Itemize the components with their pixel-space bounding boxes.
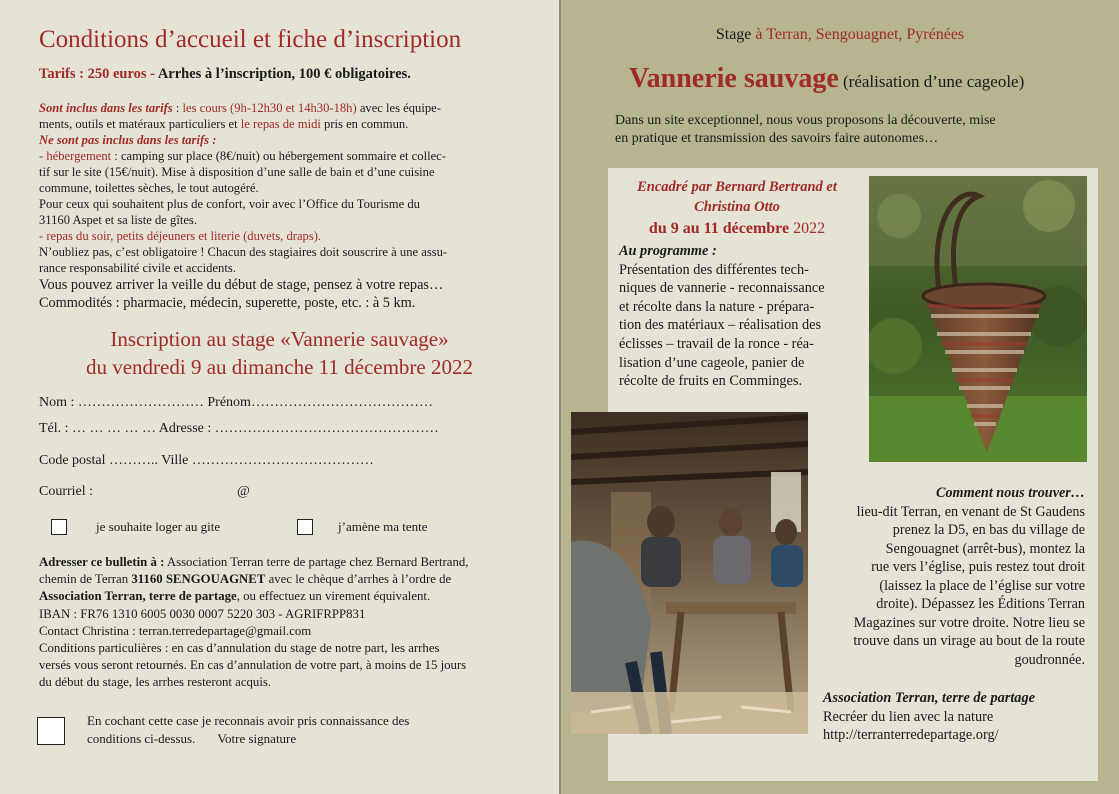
- iban-line: IBAN : FR76 1310 6005 0030 0007 5220 303 - AGRIFRPP831: [39, 606, 366, 621]
- text-line: Commodités : pharmacie, médecin, superette, poste, etc. : à 5 km.: [39, 295, 416, 311]
- inclus-cours: les cours (9h-12h30 et 14h30-18h): [182, 101, 357, 115]
- courriel-field[interactable]: Courriel :: [39, 484, 94, 499]
- conditions-line: versés vous seront retournés. En cas d’annulation de votre part, à moins de 15 jours: [39, 658, 467, 673]
- inscription-title: Inscription au stage «Vannerie sauvage»: [110, 327, 449, 351]
- hebergement-line: - hébergement : camping sur place (8€/nuit) ou hébergement sommaire et collec-: [39, 149, 446, 163]
- text-line: Pour ceux qui souhaitent plus de confort, voir avec l’Office du Tourisme du: [39, 197, 420, 211]
- association-title: Association Terran, terre de partage: [823, 690, 1035, 706]
- text-line: rance responsabilité civile et accidents.: [39, 261, 236, 275]
- text-line: N’oubliez pas, c’est obligatoire ! Chacun des stagiaires doit souscrire à une assu-: [39, 245, 448, 259]
- programme-block: Au programme : Présentation des différentes tech- niques de vannerie - reconnaissance et récolte dans la nature - prépara- tion des matériaux – réalisation des éclisses – travail de la ronce - réa- lisation d’une cageole, panier de récolte de fruits en Comminges.: [619, 243, 825, 390]
- code-ville-field[interactable]: Code postal ……….. Ville …………………………………: [39, 453, 374, 468]
- inclus-repas: le repas de midi: [240, 117, 321, 131]
- association-tagline: Recréer du lien avec la nature: [823, 708, 994, 725]
- encadre-block: Encadré par Bernard Bertrand et Christina Otto du 9 au 11 décembre 2022: [637, 179, 837, 237]
- stage-location: Stage à Terran, Sengouagnet, Pyrénées: [715, 26, 965, 43]
- accept-conditions-checkbox[interactable]: [37, 717, 65, 745]
- tarifs-line: [39, 66, 411, 83]
- inclus-line-2: ments, outils et matéraux particuliers et le repas de midi pris en commun.: [39, 117, 409, 131]
- accept-conditions-text: En cochant cette case je reconnais avoir pris connaissance des conditions ci-dessus. Votre signature: [87, 713, 410, 746]
- text-line: tif sur le site (15€/nuit). Mise à disposition d’une salle de bain et d’une cuisine: [39, 165, 435, 179]
- hebergement-label: - hébergement: [39, 149, 112, 163]
- programme-label: Au programme :: [619, 243, 717, 259]
- contact-line: Contact Christina : terran.terredepartage@gmail.com: [39, 623, 312, 638]
- intro-text: Dans un site exceptionnel, nous vous proposons la découverte, mise en pratique et transmission des savoirs faire autonomes…: [615, 113, 996, 146]
- tarifs-label: Tarifs : 250 euros -: [39, 66, 155, 82]
- association-url[interactable]: http://terranterredepartage.org/: [823, 727, 999, 744]
- text-line: commune, toilettes sèches, le tout autogéré.: [39, 181, 259, 195]
- main-title: [629, 63, 1024, 95]
- workshop-photo: [571, 412, 808, 734]
- address-block: Adresser ce bulletin à : Association Terran terre de partage chez Bernard Bertrand, chemin de Terran 31160 SENGOUAGNET avec le chèque d’arrhes à l’ordre de Association Terran, terre de partage, ou effectuez un virement équivalent. IBAN : FR76 1310 6005 0030 0007 5220 303 - AGRIFRPP831 Contact Christina : terran.terredepartage@gmail.com Conditions particulières : en cas d’annulation du stage de notre part, les arrhes versés vous seront retournés. En cas d’annulation de votre part, à moins de 15 jours du début du stage, les arrhes resteront acquis.: [39, 554, 529, 692]
- title-subtitle: (réalisation d’une cageole): [838, 72, 1025, 91]
- address-label: Adresser ce bulletin à :: [39, 555, 165, 569]
- conditions-line: du début du stage, les arrhes resteront acquis.: [39, 675, 272, 690]
- postal-city: 31160 SENGOUAGNET: [131, 572, 266, 587]
- title-vannerie: Vannerie sauvage: [629, 63, 839, 94]
- text-line: 31160 Aspet et sa liste de gîtes.: [39, 213, 197, 227]
- conditions-text: [39, 100, 517, 312]
- gite-checkbox[interactable]: [51, 519, 67, 535]
- gite-label: je souhaite loger au gite: [96, 519, 221, 534]
- tente-checkbox[interactable]: [297, 519, 313, 535]
- tente-label: j’amène ma tente: [338, 519, 428, 534]
- nom-prenom-field[interactable]: Nom : ……………………… Prénom…………………………………: [39, 395, 433, 410]
- directions-label: Comment nous trouver…: [936, 485, 1085, 501]
- conditions-title: Conditions d’accueil et fiche d’inscription: [39, 26, 462, 53]
- signature-label: Votre signature: [217, 731, 297, 746]
- non-inclus-label: Ne sont pas inclus dans les tarifs :: [39, 133, 217, 147]
- inscription-dates: du vendredi 9 au dimanche 11 décembre 2022: [85, 355, 473, 379]
- inclus-line-1: Sont inclus dans les tarifs : les cours (9h-12h30 et 14h30-18h) avec les équipe-: [39, 101, 441, 115]
- text-line: Vous pouvez arriver la veille du début de stage, pensez à votre repas…: [39, 277, 444, 293]
- inclus-label: Sont inclus dans les tarifs: [39, 101, 173, 115]
- basket-photo: [869, 176, 1087, 462]
- tarifs-arrhes: Arrhes à l’inscription, 100 € obligatoires.: [155, 66, 411, 82]
- directions-block: Comment nous trouver… lieu-dit Terran, en venant de St Gaudens prenez la D5, en bas du village de Sengouagnet (arrêt-bus), montez la rue vers l’église, puis restez tout droit (laissez la place de l’église sur votre droite). Dépassez les Éditions Terran Magazines sur votre droite. Notre lieu se trouve dans un virage au bout de la route goudronnée.: [853, 485, 1085, 668]
- repas-soir-line: - repas du soir, petits déjeuners et literie (duvets, draps).: [39, 229, 322, 243]
- at-symbol: @: [237, 484, 250, 499]
- stage-dates: du 9 au 11 décembre: [648, 220, 790, 237]
- association-name: Association Terran, terre de partage: [39, 589, 237, 604]
- conditions-line: Conditions particulières : en cas d’annulation du stage de notre part, les arrhes: [39, 641, 440, 656]
- association-block: [823, 689, 1035, 745]
- tel-adresse-field[interactable]: Tél. : … … … … … Adresse : …………………………………………: [39, 421, 439, 436]
